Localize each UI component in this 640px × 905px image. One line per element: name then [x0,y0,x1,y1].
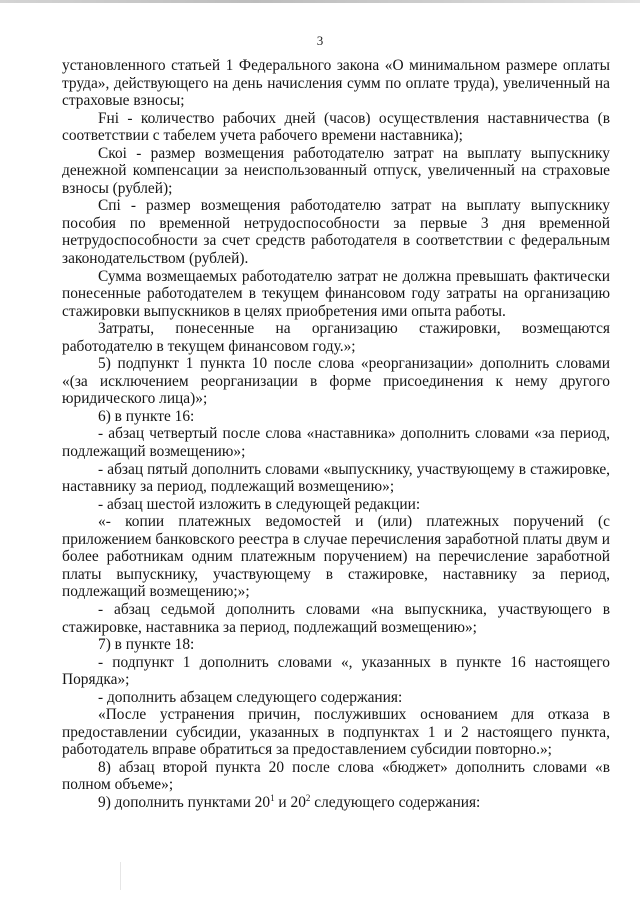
paragraph: установленного статьей 1 Федерального закона «О минимальном размере оплаты труда», действующего на день начисления сумм по оплате труда), увеличенный на страховые взносы; [62,57,610,110]
paragraph: - дополнить абзацем следующего содержания: [98,688,403,706]
paragraph: Скоi - размер возмещения работодателю затрат на выплату выпускнику денежной компенсации за неиспользованный отпуск, увеличенный на страховые взносы (рублей); [62,144,610,197]
final-text-end: следующего содержания: [310,793,481,811]
superscript-two: 2 [305,792,311,803]
paragraph: 8) абзац второй пункта 20 после слова «бюджет» дополнить словами «в полном объеме»; [62,758,610,794]
paragraph: Спi - размер возмещения работодателю затрат на выплату выпускнику пособия по временной нетрудоспособности за первые 3 дня временной нетрудоспособности за счет средств работодателя в соответствии с федеральным законодательством (рублей). [62,197,610,268]
document-body [62,57,610,812]
paragraph: 7) в пункте 18: [98,636,195,654]
paragraph: - абзац пятый дополнить словами «выпускнику, участвующему в стажировке, наставнику за период, подлежащий возмещению»; [62,460,610,496]
paragraph: - подпункт 1 дополнить словами «, указанных в пункте 16 настоящего Порядка»; [62,653,610,689]
paragraph: - абзац шестой изложить в следующей редакции: [98,495,421,513]
paragraph: 6) в пункте 16: [98,407,195,425]
scan-artifact [120,862,121,890]
final-text-start: 9) дополнить пунктами 20 [98,793,271,811]
paragraph: «После устранения причин, послуживших основанием для отказа в предоставлении субсидии, указанных в подпунктах 1 и 2 настоящего пункта, работодатель вправе обратиться за предоставлением субсидии повторно.»; [62,706,610,759]
paragraph: 5) подпункт 1 пункта 10 после слова «реорганизации» дополнить словами «(за исключением реорганизации в форме присоединения к нему другого юридического лица)»; [62,355,610,408]
paragraph: Затраты, понесенные на организацию стажировки, возмещаются работодателю в текущем финансовом году.»; [62,320,610,355]
scan-top-edge [0,0,640,3]
paragraph: - абзац седьмой дополнить словами «на выпускника, участвующего в стажировке, наставника за период, подлежащий возмещению»; [62,600,610,636]
paragraph: «- копии платежных ведомостей и (или) платежных поручений (с приложением банковского реестра в случае перечисления заработной платы двум и более работникам одним платежным поручением) на перечисление заработной платы выпускнику, участвующему в стажировке, наставнику за период, подлежащий возмещению;»; [62,513,610,601]
page-number: 3 [316,33,324,48]
paragraph: Fнi - количество рабочих дней (часов) осуществления наставничества (в соответствии с табелем учета рабочего времени наставника); [62,109,610,145]
superscript-one: 1 [270,792,275,803]
final-text-middle: и 20 [274,793,306,811]
paragraph: - абзац четвертый после слова «наставника» дополнить словами «за период, подлежащий возмещению»; [62,425,610,461]
paragraph: Сумма возмещаемых работодателю затрат не должна превышать фактически понесенные работодателем в текущем финансовом году затраты на организацию стажировки выпускников в целях приобретения ими опыта работы. [62,267,610,320]
final-paragraph [62,794,610,812]
